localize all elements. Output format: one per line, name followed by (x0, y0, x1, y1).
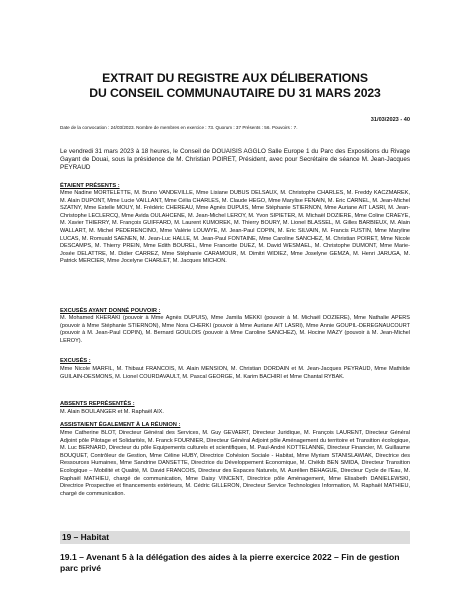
intro-paragraph: Le vendredi 31 mars 2023 à 18 heures, le Conseil de DOUAISIS AGGLO Salle Europe 1 du Parc des Expositions du Rivage Gayant de Douai, sous la présidence de M. Christian POIRET, Président, avec pour Secrétaire de séance M. Jean-Jacques PEYRAUD (60, 148, 410, 171)
section-band (60, 531, 410, 544)
pouvoir-list: M. Mohamed KHERAKI (pouvoir à Mme Agnès DUPUIS), Mme Jamila MEKKI (pouvoir à M. Michaël DOZIERE), Mme Nathalie APERS (pouvoir à Mme Stéphanie STIERNON), Mme Nora CHERKI (pouvoir à Mme Auriane AIT LASRI), Mme Annie GOUPIL-DEREGNAUCOURT (pouvoir à M. Jean-Paul COPIN), M. Bernard GOULOIS (pouvoir à Mme Caroline SANCHEZ), M. Hocine MAZY (pouvoir à M. Jean-Michel LEROY). (60, 315, 410, 344)
deliberation-reference: 31/03/2023 - 40 (370, 117, 410, 123)
section-title: 19 – Habitat (62, 532, 110, 542)
convocation-info: Date de la convocation : 24/03/2023. Nombre de membres en exercice : 73. Quorum : 37 Présents : 56. Pouvoirs : 7. (60, 125, 298, 130)
representes-list: M. Alain BOULANGER et M. Raphaël AIX. (60, 409, 164, 415)
document-title-line2: DU CONSEIL COMMUNAUTAIRE DU 31 MARS 2023 (89, 86, 381, 100)
pouvoir-heading: EXCUSÉS AYANT DONNÉ POUVOIR : (60, 308, 161, 314)
excuses-heading: EXCUSÉS : (60, 358, 91, 364)
presents-heading: ÉTAIENT PRÉSENTS : (60, 183, 120, 189)
assistaient-heading: ASSISTAIENT ÉGALEMENT À LA RÉUNION : (60, 422, 181, 428)
presents-list: Mme Nadine MORTELETTE, M. Bruno VANDEVILLE, Mme Lisiane DUBUS DELSAUX, M. Christophe CHARLES, M. Freddy KACZMAREK, M. Alain DUPONT, Mme Lucie VAILLANT, Mme Célia CHARLES, M. Claude HEGO, Mme Marylise FENAIN, M. Eric CARNEL, M. Jean-Michel SZATNY, Mme Estelle MOUY, M. Frédéric CHEREAU, Mme Agnès DUPUIS, Mme Stéphanie STIERNON, Mme Auriane AIT LASRI, M. Jean-Christophe LECLERCQ, Mme Avida OULAHCENE, M. Jean-Michel LEROY, M. Yvon SIPIETER, M. Michaël DOZIERE, Mme Coline CRAEYE, M. Xavier THIERRY, M. François GUIFFARD, M. Laurent KUMOREK, M. Thierry BOURY, M. Lionel BLASSEL, M. Gilles BARBIEUX, M. Alain WALLART, M. Michel PEDERENCINO, Mme Valérie LOUWYE, M. Jean-Paul COPIN, M. Eric SILVAIN, M. Francis FUSTIN, Mme Maryline LUCAS, M. Romuald SAENEN, M. Jean-Luc HALLE, M. Jean-Paul FONTAINE, Mme Caroline SANCHEZ, M. Christian POIRET, Mme Nicole DESCAMPS, M. Thierry PREIN, Mme Edith BOUREL, Mme Francette DUEZ, M. David WESMAEL, M. Christophe DUMONT, Mme Marie-Josée DELATTRE, M. Didier CARREZ, Mme Stéphanie CARAMOUR, M. Dimitri WIDIEZ, Mme Joselyne GEMZA, M. Henri JARUGA, M. Patrick MERCIER, Mme Jocelyne CHARLET, M. Jacques MICHON. (60, 190, 410, 265)
representes-heading: ABSENTS REPRÉSENTÉS : (60, 401, 135, 407)
excuses-list: Mme Nicole MARFIL, M. Thibaut FRANCOIS, M. Alain MENSION, M. Christian DORDAIN et M. Jean-Jacques PEYRAUD, Mme Mathilde GUILAIN-DESMONS, M. Lionel COURDAVAULT, M. Pascal GEORGE, M. Karim BACHIRI et Mme Chantal RYBAK. (60, 366, 410, 380)
assistaient-list: Mme Catherine BLOT, Directeur Général des Services, M. Guy GEVAERT, Directeur Juridique, M. François LAURENT, Directeur Général Adjoint pôle Pilotage et Solidarités, M. Franck FOURNIER, Directeur Général Adjoint pôle Aménagement du territoire et Transition écologique, M. Luc BERNARD, Directeur du pôle Equipements culturels et scientifiques, M. Paul-André KOTTELANNE, Directeur Financier, M. Guillaume BOUQUET, Contrôleur de Gestion, Mme Céline HUBY, Directrice Cohésion Sociale - Habitat, Mme Myriam STANISLAWIAK, Directrice des Ressources Humaines, Mme Sandrine DANSETTE, Directrice du Développement Economique, M. Chékib BEN SMIDA, Directeur Transition Ecologique – Mobilité et Qualité, M. David FRANCOIS, Directeur des Espaces Naturels, M. Aurélien BEHAGUE, Directeur Cycle de l'Eau, M. Raphaël MATHIEU, chargé de communication, Mme Daisy VINCENT, Directrice pôle Aménagement, Mme Elisabeth DANIELEWSKI, Directrice Prospective et financements extérieurs, M. Cédric GILLERON, Directeur Service Technologies Information, M. Raphaël MATHIEU, chargé de communication. (60, 430, 410, 497)
document-title-line1: EXTRAIT DU REGISTRE AUX DÉLIBERATIONS (102, 71, 368, 85)
subsection-title: 19.1 – Avenant 5 à la délégation des aides à la pierre exercice 2022 – Fin de gestion parc privé (60, 552, 400, 573)
